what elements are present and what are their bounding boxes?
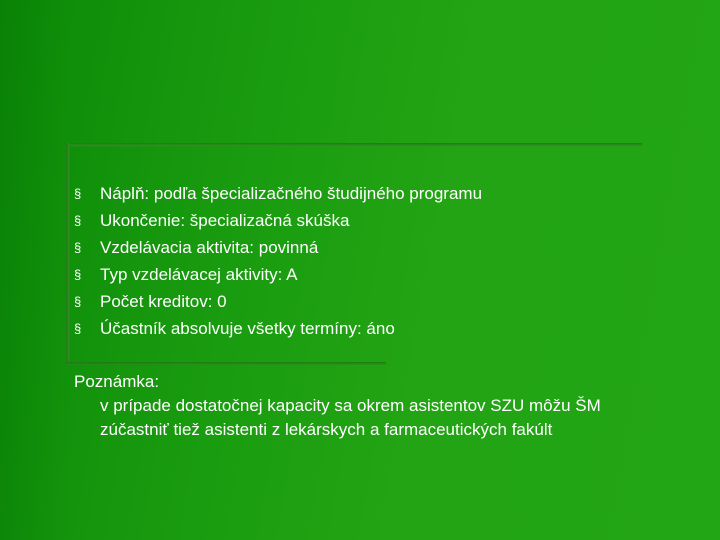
background-glow	[0, 0, 70, 540]
list-item	[74, 180, 482, 207]
note-line-1: v prípade dostatočnej kapacity sa okrem asistentov SZU môžu ŠM	[100, 396, 601, 415]
bullet-marker-icon: §	[74, 213, 82, 228]
list-item	[74, 234, 482, 261]
bullet-marker-icon: §	[74, 321, 82, 336]
note-block	[74, 370, 710, 442]
list-item	[74, 288, 482, 315]
list-item-text: Účastník absolvuje všetky termíny: áno	[100, 319, 395, 338]
note-line-2: zúčastniť tiež asistenti z lekárskych a farmaceutických fakúlt	[100, 420, 553, 439]
list-item-text: Ukončenie: špecializačná skúška	[100, 211, 350, 230]
note-heading: Poznámka:	[74, 372, 160, 391]
list-item	[74, 261, 482, 288]
bottom-divider-line	[66, 362, 386, 365]
list-item	[74, 315, 482, 342]
top-divider-line	[66, 143, 642, 147]
list-item-text: Počet kreditov: 0	[100, 292, 227, 311]
bullet-marker-icon: §	[74, 240, 82, 255]
list-item-text: Náplň: podľa špecializačného študijného programu	[100, 184, 483, 203]
bullet-list	[74, 180, 482, 342]
bullet-marker-icon: §	[74, 267, 82, 282]
bullet-marker-icon: §	[74, 294, 82, 309]
list-item-text: Typ vzdelávacej aktivity: A	[100, 265, 298, 284]
left-divider-line	[66, 143, 70, 365]
list-item-text: Vzdelávacia aktivita: povinná	[100, 238, 319, 257]
list-item	[74, 207, 482, 234]
bullet-marker-icon: §	[74, 186, 82, 201]
